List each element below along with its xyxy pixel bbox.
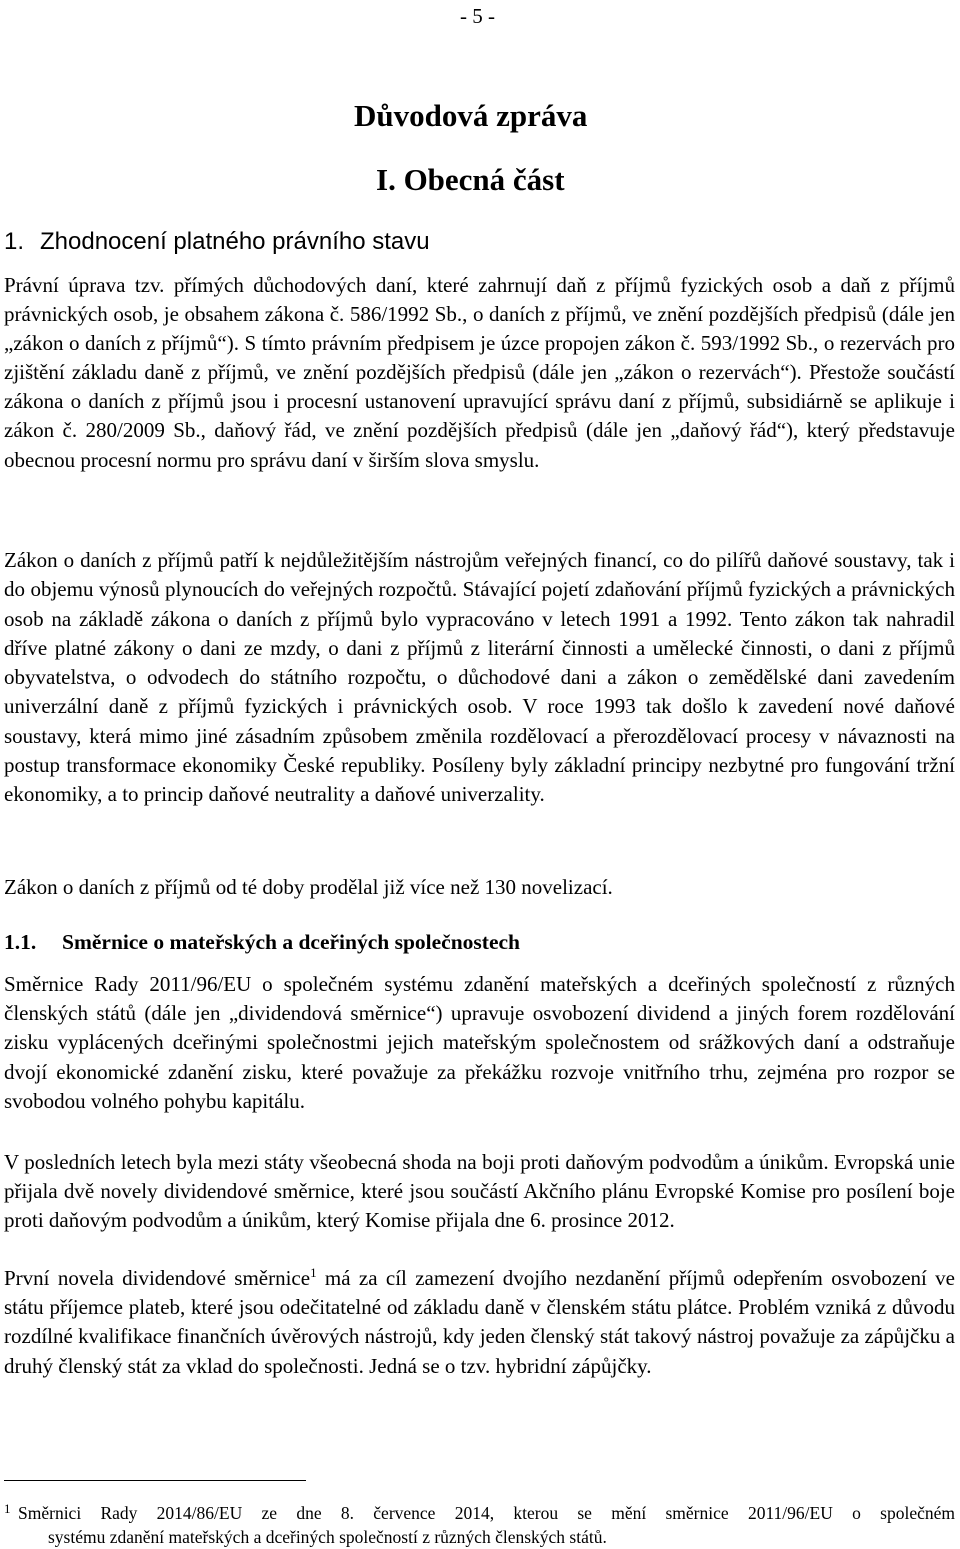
footnote-text-1: Směrnici Rady 2014/86/EU ze dne 8. července 2014, kterou se mění směrnice 2011/96/EU o společném (18, 1503, 955, 1523)
part-title: I. Obecná část (376, 162, 565, 197)
paragraph-amendments: Zákon o daních z příjmů od té doby prodělal již více než 130 novelizací. (4, 875, 613, 899)
footnote-separator (4, 1480, 306, 1481)
section-number: 1. (4, 228, 25, 255)
subsection-heading (4, 930, 520, 955)
subsection-title: Směrnice o mateřských a dceřiných společnostech (62, 930, 520, 954)
page-number: - 5 - (460, 4, 495, 28)
paragraph-tax-evasion: V posledních letech byla mezi státy všeobecná shoda na boji proti daňovým podvodům a únikům. Evropská unie přijala dvě novely dividendové směrnice, které jsou součástí Akčního plánu Evropské Komise pro posílení boje proti daňovým podvodům a únikům, který Komise přijala dne 6. prosince 2012. (4, 1150, 955, 1233)
paragraph-income-tax-history: Zákon o daních z příjmů patří k nejdůležitějším nástrojům veřejných financí, co do pilířů daňové soustavy, tak i do objemu výnosů plynoucích do veřejných rozpočtů. Stávající pojetí zdaňování příjmů fyzických a právnických osob na základě zákona o daních z příjmů bylo vypracováno v letech 1991 a 1992. Tento zákon tak nahradil dříve platné zákony o dani ze mzdy, o dani z příjmů z literární činnosti a umělecké činnosti, o dani z příjmů obyvatelstva, o odvodech do státního rozpočtu, o důchodové dani a zákon o zemědělské dani zavedením univerzální daně z příjmů fyzických i právnických osob. V roce 1993 tak došlo k zavedení nové daňové soustavy, která mimo jiné zásadním způsobem změnila rozdělovací a přerozdělovací procesy v návaznosti na postup transformace ekonomiky České republiky. Posíleny byly základní principy nezbytné pro fungování tržní ekonomiky, a to princip daňové neutrality a daňové univerzality. (4, 548, 955, 807)
section-heading (4, 228, 430, 256)
footnote-line-1 (4, 1497, 955, 1525)
paragraph-text-end: má za cíl zamezení dvojího nezdanění příjmů odepřením osvobození ve státu příjemce plateb, které jsou odečitatelné od základu daně v členském státu plátce. Problém vzniká z důvodu rozdílné kvalifikace finančních úvěrových nástrojů, kdy jeden členský stát takový nástroj považuje za zápůjčku a druhý členský stát za vklad do společnosti. Jedná se o tzv. hybridní zápůjčky. (4, 1266, 956, 1378)
footnote-line-2: systému zdanění mateřských a dceřiných společností z různých členských států. (48, 1527, 607, 1547)
footnote-reference: 1 (310, 1265, 317, 1280)
footnote (4, 1497, 955, 1549)
footnote-mark: 1 (4, 1501, 11, 1516)
paragraph-text-start: První novela dividendové směrnice (4, 1266, 311, 1290)
paragraph-directive: Směrnice Rady 2011/96/EU o společném systému zdanění mateřských a dceřiných společností z různých členských států (dále jen „dividendová směrnice“) upravuje osvobození dividend a jiných forem rozdělování zisku vyplácených dceřinými společnostmi jejich mateřským společnostem od srážkových daní a odstraňuje dvojí ekonomické zdanění zisku, které považuje za překážku rozvoje vnitřního trhu, zejména pro rozpor se svobodou volného pohybu kapitálu. (4, 972, 955, 1113)
document-title: Důvodová zpráva (354, 98, 588, 133)
paragraph-first-amendment (4, 1264, 955, 1381)
paragraph-legal-framework: Právní úprava tzv. přímých důchodových daní, které zahrnují daň z příjmů fyzických osob a daň z příjmů právnických osob, je obsahem zákona č. 586/1992 Sb., o daních z příjmů, ve znění pozdějších předpisů (dále jen „zákon o daních z příjmů“). S tímto právním předpisem je úzce propojen zákon č. 593/1992 Sb., o rezervách pro zjištění základu daně z příjmů, ve znění pozdějších předpisů (dále jen „zákon o rezervách“). Přestože součástí zákona o daních z příjmů jsou i procesní ustanovení upravující správu daní z příjmů, subsidiárně se aplikuje i zákon č. 280/2009 Sb., daňový řád, ve znění pozdějších předpisů (dále jen „daňový řád“), který představuje obecnou procesní normu pro správu daní v širším slova smyslu. (4, 273, 955, 472)
section-title: Zhodnocení platného právního stavu (40, 228, 430, 255)
subsection-number: 1.1. (4, 930, 37, 954)
